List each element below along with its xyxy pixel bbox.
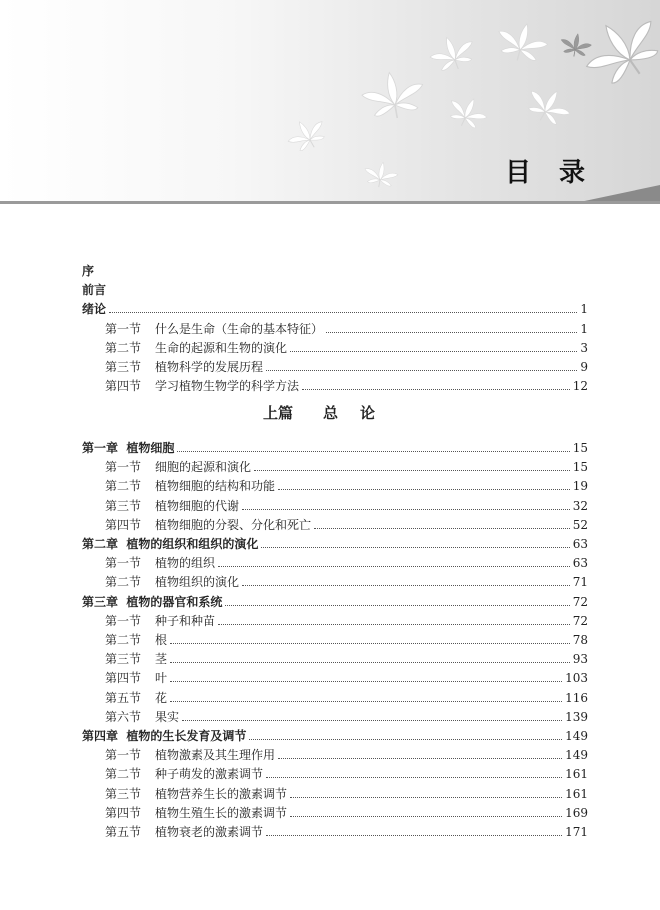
entry-number: 第四节 — [105, 517, 142, 532]
entry-label — [105, 359, 263, 375]
toc-section — [105, 783, 588, 802]
dot-leader — [242, 584, 570, 586]
dot-leader — [290, 350, 577, 352]
toc-chapter — [82, 437, 588, 456]
part-heading — [0, 402, 660, 423]
page-number: 1 — [580, 321, 588, 336]
entry-title: 花 — [155, 690, 168, 705]
dot-leader — [278, 488, 570, 490]
toc-section — [105, 667, 588, 686]
entry-label — [82, 282, 106, 298]
entry-title: 植物细胞的代谢 — [155, 498, 240, 513]
entry-title: 植物的组织 — [155, 556, 216, 571]
entry-number: 第四节 — [105, 671, 142, 686]
page-number: 149 — [565, 748, 588, 763]
entry-label — [105, 747, 275, 763]
dot-leader — [266, 776, 562, 778]
entry-label — [105, 478, 275, 494]
entry-title: 什么是生命（生命的基本特征） — [155, 321, 324, 336]
entry-label — [105, 670, 167, 686]
entry-number: 第一节 — [105, 613, 142, 628]
dot-leader — [254, 469, 570, 471]
dot-leader — [302, 388, 570, 390]
entry-title: 种子萌发的激素调节 — [155, 767, 264, 782]
dot-leader — [218, 623, 570, 625]
entry-label — [105, 555, 215, 571]
entry-title: 植物科学的发展历程 — [155, 360, 264, 374]
toc-section — [105, 552, 588, 571]
toc-section — [105, 514, 588, 533]
page-number: 78 — [572, 633, 588, 647]
entry-label — [82, 263, 94, 279]
entry-label — [82, 301, 106, 317]
entry-number: 第五节 — [105, 690, 142, 705]
dot-leader — [170, 661, 570, 663]
entry-label — [105, 498, 239, 514]
dot-leader — [177, 450, 569, 452]
page-number: 139 — [565, 709, 588, 724]
entry-title: 植物细胞 — [126, 441, 175, 455]
entry-title: 细胞的起源和演化 — [155, 460, 252, 475]
entry-title: 学习植物生物学的科学方法 — [155, 379, 300, 394]
entry-label — [105, 574, 239, 590]
toc-intro — [82, 298, 588, 317]
entry-number: 第二节 — [105, 575, 142, 590]
entry-label — [105, 709, 179, 725]
entry-title: 植物生殖生长的激素调节 — [155, 805, 288, 820]
entry-label — [105, 459, 251, 475]
page-number: 63 — [572, 537, 588, 551]
part-label: 上篇 — [262, 404, 293, 422]
page-number: 72 — [572, 613, 588, 628]
page-number: 171 — [565, 825, 588, 839]
entry-number: 第一节 — [105, 556, 142, 571]
toc-section — [105, 802, 588, 821]
toc-section — [105, 706, 588, 725]
entry-number: 第四节 — [105, 805, 142, 820]
dot-leader — [326, 331, 577, 333]
entry-number: 第二节 — [105, 479, 142, 494]
entry-label — [105, 517, 311, 533]
entry-number: 第一节 — [105, 321, 142, 336]
page-number: 149 — [565, 729, 588, 743]
entry-title: 前言 — [82, 283, 107, 298]
page-number: 3 — [580, 340, 588, 355]
toc-front-item — [82, 260, 588, 279]
dot-leader — [225, 604, 569, 606]
toc-section — [105, 629, 588, 648]
toc-chapter — [82, 725, 588, 744]
entry-number: 第六节 — [105, 709, 142, 724]
entry-title: 植物营养生长的激素调节 — [155, 786, 288, 801]
toc-chapter — [82, 591, 588, 610]
page-title: 目录 — [505, 158, 614, 188]
entry-label — [105, 766, 263, 782]
entry-title: 种子和种苗 — [155, 613, 216, 628]
toc-section — [105, 744, 588, 763]
page-number: 32 — [572, 498, 588, 513]
toc-section — [105, 318, 588, 337]
entry-number: 第一章 — [82, 441, 119, 455]
page-number: 71 — [572, 575, 588, 590]
toc-section — [105, 763, 588, 782]
toc-front-item — [82, 279, 588, 298]
entry-label — [105, 651, 167, 667]
entry-number: 第三节 — [105, 652, 142, 667]
dot-leader — [170, 700, 562, 702]
dot-leader — [266, 834, 562, 836]
page-number: 9 — [580, 360, 588, 374]
entry-label — [105, 378, 299, 394]
page-number: 161 — [565, 767, 588, 782]
entry-label — [82, 440, 174, 456]
entry-number: 第二节 — [105, 633, 142, 647]
toc-section — [105, 375, 588, 394]
entry-label — [82, 594, 222, 610]
page-number: 1 — [580, 302, 588, 317]
entry-number: 第三节 — [105, 360, 142, 374]
entry-title: 植物的组织和组织的演化 — [126, 537, 259, 551]
entry-title: 绪论 — [82, 302, 107, 317]
page-number: 12 — [572, 379, 588, 394]
entry-label — [82, 536, 258, 552]
entry-number: 第一节 — [105, 748, 142, 763]
toc-section — [105, 687, 588, 706]
page-number: 52 — [572, 517, 588, 532]
toc-section — [105, 356, 588, 375]
dot-leader — [314, 527, 570, 529]
entry-label — [105, 690, 167, 706]
dot-leader — [261, 546, 569, 548]
entry-title: 生命的起源和生物的演化 — [155, 340, 288, 355]
entry-label — [105, 805, 287, 821]
entry-number: 第四章 — [82, 729, 119, 743]
entry-title: 植物激素及其生理作用 — [155, 748, 276, 763]
toc-section — [105, 571, 588, 590]
dot-leader — [290, 796, 562, 798]
dot-leader — [218, 565, 570, 567]
page-number: 15 — [572, 441, 588, 455]
entry-label — [105, 786, 287, 802]
page-number: 169 — [565, 805, 588, 820]
dot-leader — [109, 311, 577, 313]
dot-leader — [290, 815, 562, 817]
entry-number: 第二节 — [105, 767, 142, 782]
toc-section — [105, 610, 588, 629]
dot-leader — [170, 642, 570, 644]
toc-section — [105, 495, 588, 514]
entry-title: 根 — [155, 633, 168, 647]
entry-label — [105, 613, 215, 629]
page-number: 15 — [572, 460, 588, 475]
dot-leader — [249, 738, 562, 740]
entry-title: 植物细胞的分裂、分化和死亡 — [155, 517, 312, 532]
entry-label — [105, 632, 167, 648]
entry-number: 第四节 — [105, 379, 142, 394]
entry-title: 植物细胞的结构和功能 — [155, 479, 276, 494]
entry-label — [105, 321, 323, 337]
page-number: 63 — [572, 556, 588, 571]
dot-leader — [278, 757, 562, 759]
entry-title: 植物组织的演化 — [155, 575, 240, 590]
page-number: 161 — [565, 786, 588, 801]
toc-section — [105, 475, 588, 494]
entry-number: 第三章 — [82, 594, 119, 609]
page-number: 93 — [572, 652, 588, 667]
page-number: 72 — [572, 594, 588, 609]
dot-leader — [242, 508, 570, 510]
entry-number: 第二章 — [82, 537, 119, 551]
entry-title: 茎 — [155, 652, 168, 667]
entry-label — [105, 340, 287, 356]
page-number: 19 — [572, 479, 588, 494]
entry-title: 植物的器官和系统 — [126, 594, 223, 609]
entry-label — [105, 824, 263, 840]
entry-number: 第五节 — [105, 825, 142, 839]
entry-number: 第三节 — [105, 498, 142, 513]
toc-section — [105, 337, 588, 356]
page-number: 103 — [565, 671, 588, 686]
page-number: 116 — [565, 690, 588, 705]
toc-chapter — [82, 533, 588, 552]
entry-title: 植物的生长发育及调节 — [126, 729, 247, 743]
toc-section — [105, 821, 588, 840]
part-title: 总论 — [323, 404, 398, 422]
entry-label — [82, 728, 246, 744]
dot-leader — [182, 719, 562, 721]
entry-title: 植物衰老的激素调节 — [155, 825, 264, 839]
toc-section — [105, 648, 588, 667]
entry-title: 果实 — [155, 709, 180, 724]
entry-number: 第三节 — [105, 786, 142, 801]
entry-number: 第一节 — [105, 460, 142, 475]
dot-leader — [170, 680, 562, 682]
dot-leader — [266, 369, 577, 371]
toc-section — [105, 456, 588, 475]
entry-number: 第二节 — [105, 340, 142, 355]
entry-title: 叶 — [155, 671, 168, 686]
entry-title: 序 — [82, 264, 95, 278]
